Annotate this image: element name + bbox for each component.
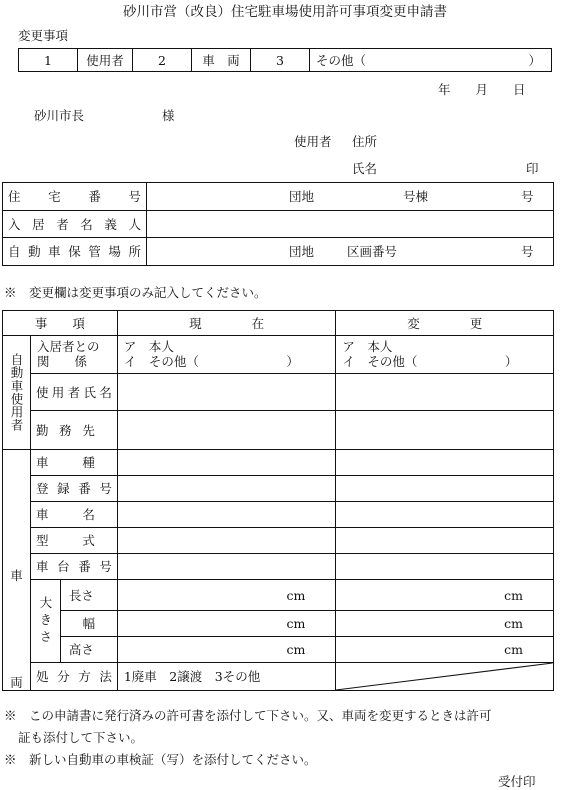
option-2-label[interactable]: 車 両 (192, 49, 251, 72)
car-name-label: 車 名 (30, 502, 117, 528)
height-label: 高さ (60, 637, 117, 663)
width-label: 幅 (60, 611, 117, 637)
relation-change-field[interactable]: ア 本人 イ その他（ ） (336, 336, 554, 374)
parking-danchi-label: 団地 (289, 243, 315, 259)
relation-label: 入居者との 関 係 (30, 336, 117, 374)
change-detail-table (2, 310, 554, 691)
disposal-options-field[interactable]: 1廃車 2譲渡 3その他 (117, 663, 336, 691)
change-items-label: 変更事項 (18, 28, 69, 43)
tenant-name-label: 入 居 者 名 義 人 (3, 211, 147, 238)
building-label: 号棟 (403, 188, 429, 204)
housing-number-label: 住 宅 番 号 (3, 183, 147, 211)
height-current-field[interactable]: cm (117, 637, 336, 663)
chassis-current-field[interactable] (117, 554, 336, 580)
note-top: ※ 変更欄は変更事項のみ記入してください。 (4, 285, 267, 300)
change-items-table (18, 48, 552, 72)
relation-current-field[interactable]: ア 本人 イ その他（ ） (117, 336, 336, 374)
housing-info-table (2, 182, 554, 266)
option-3-number[interactable]: 3 (251, 49, 310, 72)
date-line[interactable]: 年 月 日 (438, 82, 526, 97)
housing-number-field[interactable] (147, 183, 554, 211)
applicant-prefix: 使用者 (294, 134, 332, 149)
workplace-current-field[interactable] (117, 411, 336, 450)
header-current: 現 在 (117, 311, 336, 336)
width-current-field[interactable]: cm (117, 611, 336, 637)
height-change-field[interactable]: cm (336, 637, 554, 663)
length-label: 長さ (60, 580, 117, 611)
header-item: 事 項 (3, 311, 118, 336)
model-current-field[interactable] (117, 528, 336, 554)
option-1-label[interactable]: 使用者 (78, 49, 133, 72)
vehicle-group-label: 車 両 (3, 450, 31, 691)
seal-mark: 印 (526, 161, 539, 176)
user-name-change-field[interactable] (336, 374, 554, 411)
option-3-label[interactable]: その他（ ） (310, 49, 552, 72)
car-name-current-field[interactable] (117, 502, 336, 528)
parking-place-label: 自 動 車 保 管 場 所 (3, 238, 147, 266)
chassis-number-label: 車 台 番 号 (30, 554, 117, 580)
user-name-label: 使 用 者 氏 名 (30, 374, 117, 411)
workplace-label: 勤 務 先 (30, 411, 117, 450)
note-bottom-2: 証も添付して下さい。 (18, 730, 144, 745)
model-label: 型 式 (30, 528, 117, 554)
size-group-label: 大きさ (30, 580, 60, 663)
applicant-address-label: 住所 (352, 134, 378, 149)
header-change: 変 更 (336, 311, 554, 336)
chassis-change-field[interactable] (336, 554, 554, 580)
car-type-label: 車 種 (30, 450, 117, 476)
unit-label: 号 (521, 188, 534, 204)
danchi-label: 団地 (289, 188, 315, 204)
lot-number-label: 区画番号 (347, 243, 398, 259)
reg-number-current-field[interactable] (117, 476, 336, 502)
note-bottom-1: ※ この申請書に発行済みの許可書を添付して下さい。又、車両を変更するときは許可 (4, 708, 492, 723)
disposal-label: 処 分 方 法 (30, 663, 117, 691)
user-group-label: 自動車使用者 (3, 336, 31, 450)
applicant-name-label: 氏名 (352, 161, 378, 176)
option-1-number[interactable]: 1 (19, 49, 78, 72)
car-name-change-field[interactable] (336, 502, 554, 528)
disposal-change-diagonal (336, 663, 554, 691)
diagonal-line-icon (336, 663, 553, 690)
tenant-name-field[interactable] (147, 211, 554, 238)
length-current-field[interactable]: cm (117, 580, 336, 611)
user-name-current-field[interactable] (117, 374, 336, 411)
addressee-name: 砂川市長 (34, 108, 85, 123)
addressee-honorific: 様 (162, 108, 175, 123)
width-change-field[interactable]: cm (336, 611, 554, 637)
note-bottom-3: ※ 新しい自動車の車検証（写）を添付してください。 (4, 752, 317, 767)
parking-unit-label: 号 (521, 243, 534, 259)
option-2-number[interactable]: 2 (133, 49, 192, 72)
receipt-stamp-label: 受付印 (498, 774, 536, 789)
parking-place-field[interactable] (147, 238, 554, 266)
reg-number-change-field[interactable] (336, 476, 554, 502)
model-change-field[interactable] (336, 528, 554, 554)
length-change-field[interactable]: cm (336, 580, 554, 611)
reg-number-label: 登 録 番 号 (30, 476, 117, 502)
car-type-current-field[interactable] (117, 450, 336, 476)
workplace-change-field[interactable] (336, 411, 554, 450)
car-type-change-field[interactable] (336, 450, 554, 476)
page-title: 砂川市営（改良）住宅駐車場使用許可事項変更申請書 (123, 4, 447, 20)
